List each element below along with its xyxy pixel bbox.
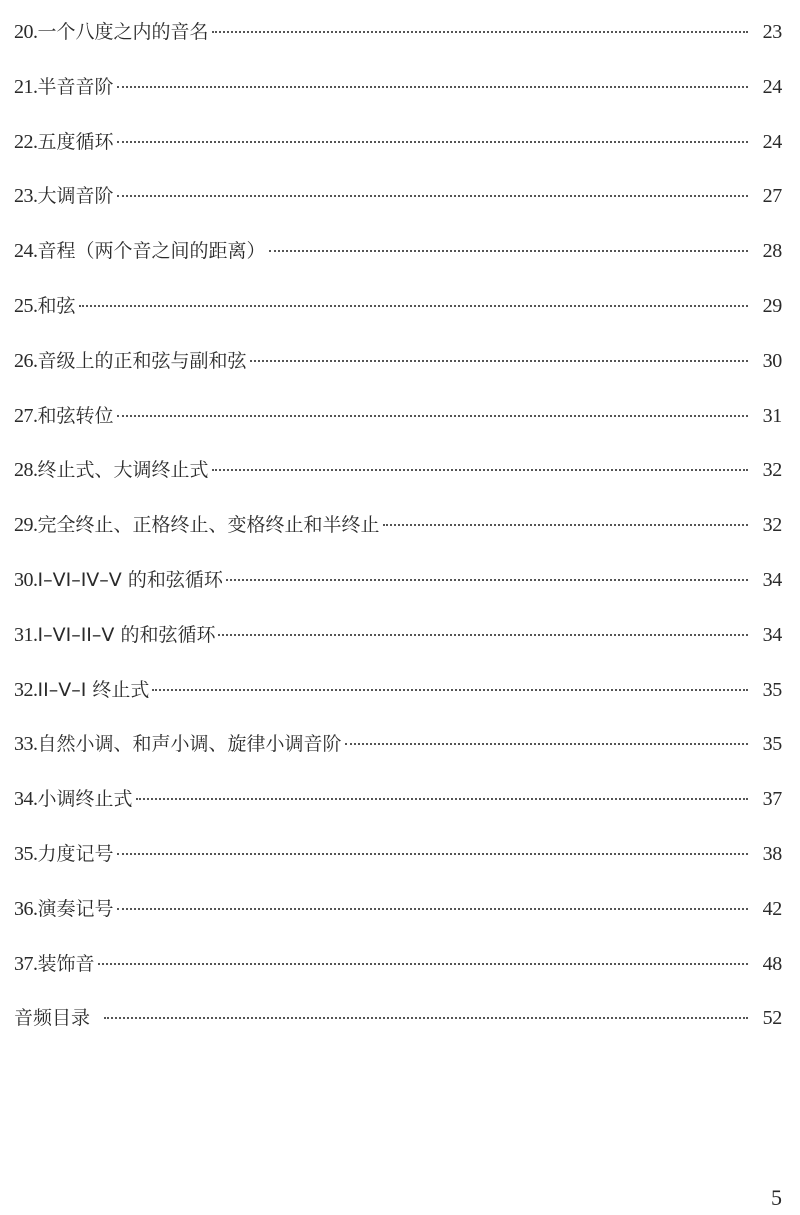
entry-page-number: 34: [762, 568, 782, 591]
entry-title: 演奏记号: [37, 897, 114, 920]
entry-number: 36.: [14, 897, 38, 920]
dot-leader: [152, 689, 748, 691]
entry-number: 22.: [14, 130, 38, 153]
entry-title: 和弦转位: [37, 404, 114, 427]
toc-entry[interactable]: [14, 672, 782, 727]
dot-leader: [117, 853, 748, 855]
dot-leader: [345, 743, 748, 745]
dot-leader: [117, 86, 748, 88]
entry-number: 26.: [14, 349, 38, 372]
toc-entry[interactable]: [14, 178, 782, 233]
toc-entry[interactable]: [14, 891, 782, 946]
entry-page-number: 27: [762, 185, 782, 208]
entry-page-number: 48: [762, 952, 782, 975]
entry-number: 25.: [14, 294, 38, 317]
entry-number: 32.: [14, 678, 38, 701]
entry-title: 装饰音: [37, 952, 95, 975]
dot-leader: [117, 195, 748, 197]
toc-entry[interactable]: [14, 398, 782, 453]
toc-entry[interactable]: [14, 288, 782, 343]
dot-leader: [226, 579, 748, 581]
entry-title: 小调终止式: [37, 788, 133, 811]
entry-page-number: 30: [762, 349, 782, 372]
toc-entry[interactable]: [14, 726, 782, 781]
entry-page-number: 38: [762, 842, 782, 865]
toc-entry[interactable]: [14, 452, 782, 507]
entry-number: 31.: [14, 623, 38, 646]
entry-title: 终止式、大调终止式: [37, 459, 209, 482]
entry-number: 28.: [14, 459, 38, 482]
entry-page-number: 37: [762, 788, 782, 811]
entry-title: II–V–I 终止式: [37, 678, 150, 701]
toc-entry[interactable]: [14, 617, 782, 672]
toc-entry[interactable]: [14, 562, 782, 617]
toc-entry[interactable]: [14, 343, 782, 398]
entry-title: 音级上的正和弦与副和弦: [37, 349, 247, 372]
entry-page-number: 32: [762, 459, 782, 482]
dot-leader: [117, 415, 748, 417]
entry-page-number: 29: [762, 294, 782, 317]
table-of-contents: [14, 14, 782, 1055]
entry-page-number: 28: [762, 240, 782, 263]
toc-entry[interactable]: [14, 507, 782, 562]
page-folio-number: 5: [771, 1185, 782, 1210]
entry-number: 24.: [14, 240, 38, 263]
entry-title: 力度记号: [37, 842, 114, 865]
dot-leader: [250, 360, 748, 362]
entry-page-number: 31: [762, 404, 782, 427]
dot-leader: [212, 469, 748, 471]
dot-leader: [98, 963, 748, 965]
entry-number: 27.: [14, 404, 38, 427]
toc-entry[interactable]: [14, 946, 782, 1001]
dot-leader: [212, 31, 748, 33]
dot-leader: [104, 1017, 748, 1019]
entry-number: 33.: [14, 733, 38, 756]
dot-leader: [218, 634, 748, 636]
dot-leader: [269, 250, 748, 252]
entry-number: 37.: [14, 952, 38, 975]
entry-title: 半音音阶: [37, 75, 114, 98]
entry-page-number: 34: [762, 623, 782, 646]
dot-leader: [383, 524, 748, 526]
entry-page-number: 24: [762, 130, 782, 153]
entry-title: 五度循环: [37, 130, 114, 153]
entry-title: 音频目录: [14, 1007, 91, 1030]
entry-number: 21.: [14, 75, 38, 98]
dot-leader: [117, 908, 748, 910]
entry-number: 34.: [14, 788, 38, 811]
dot-leader: [136, 798, 748, 800]
entry-number: 29.: [14, 514, 38, 537]
toc-entry[interactable]: [14, 14, 782, 69]
toc-entry[interactable]: [14, 836, 782, 891]
entry-title: 大调音阶: [37, 185, 114, 208]
entry-title: I–VI–IV–V 的和弦循环: [37, 568, 223, 591]
entry-title: 和弦: [37, 294, 76, 317]
entry-title: I–VI–II–V 的和弦循环: [37, 623, 216, 646]
entry-page-number: 35: [762, 733, 782, 756]
entry-page-number: 32: [762, 514, 782, 537]
toc-entry-audio-index[interactable]: [14, 1000, 782, 1055]
entry-page-number: 23: [762, 21, 782, 43]
dot-leader: [117, 141, 748, 143]
entry-title: 完全终止、正格终止、变格终止和半终止: [37, 514, 380, 537]
entry-title: 自然小调、和声小调、旋律小调音阶: [37, 733, 342, 756]
entry-page-number: 42: [762, 897, 782, 920]
toc-entry[interactable]: [14, 124, 782, 179]
entry-number: 35.: [14, 842, 38, 865]
entry-page-number: 52: [762, 1007, 782, 1030]
entry-title: 一个八度之内的音名: [37, 21, 209, 43]
toc-entry[interactable]: [14, 233, 782, 288]
toc-entry[interactable]: [14, 781, 782, 836]
entry-number: 23.: [14, 185, 38, 208]
entry-page-number: 24: [762, 75, 782, 98]
entry-number: 20.: [14, 21, 38, 43]
entry-page-number: 35: [762, 678, 782, 701]
entry-title: 音程（两个音之间的距离）: [37, 240, 266, 263]
entry-number: 30.: [14, 568, 38, 591]
dot-leader: [79, 305, 748, 307]
toc-entry[interactable]: [14, 69, 782, 124]
